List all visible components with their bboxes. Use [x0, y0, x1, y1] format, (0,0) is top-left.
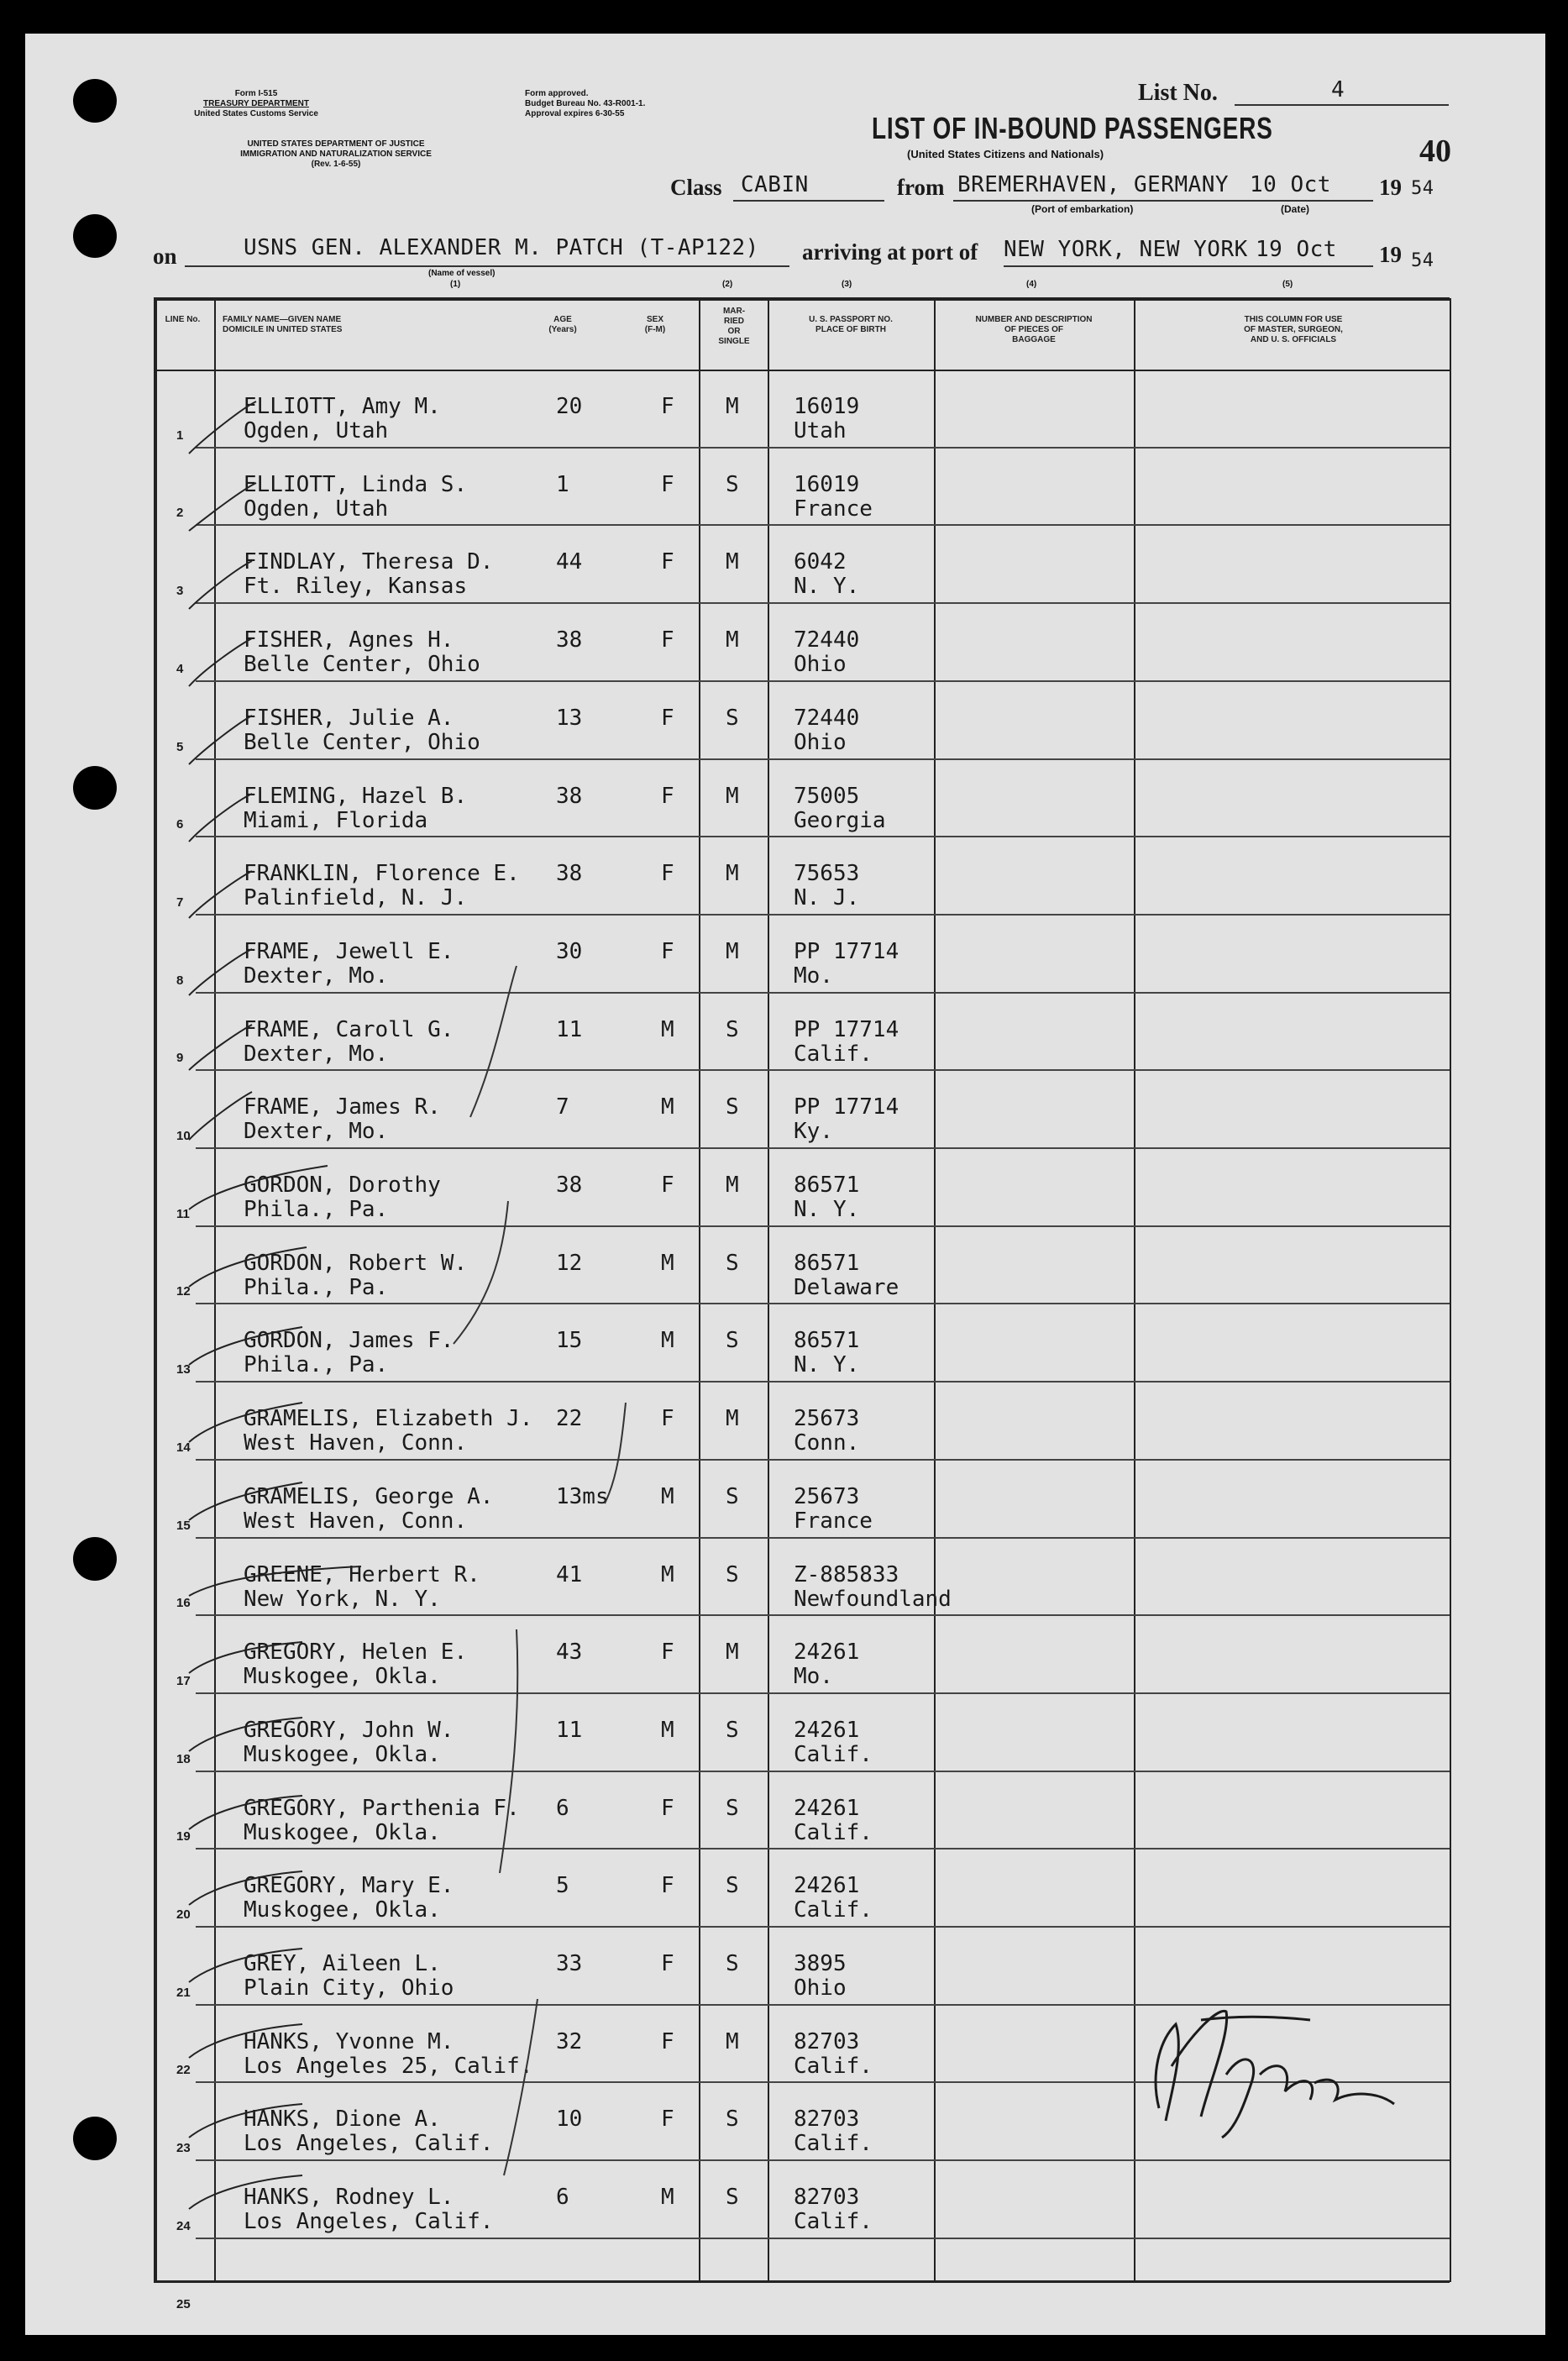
passenger-marital-status: S — [726, 1873, 739, 1899]
passport-number: PP 17714 — [794, 938, 899, 964]
arrival-year-prefix: 19 — [1379, 242, 1402, 267]
passenger-name: GRAMELIS, Elizabeth J. — [244, 1406, 533, 1432]
passenger-name: HANKS, Dione A. — [244, 2107, 441, 2133]
passenger-name: GREGORY, John W. — [244, 1717, 454, 1743]
passport-number: PP 17714 — [794, 1016, 899, 1042]
page-number: 40 — [1419, 134, 1451, 169]
passenger-age: 7 — [556, 1094, 569, 1120]
place-of-birth: Calif. — [794, 2209, 873, 2235]
passenger-domicile: Los Angeles, Calif. — [244, 2131, 494, 2157]
place-of-birth: Calif. — [794, 2053, 873, 2079]
passenger-marital-status: M — [726, 861, 739, 887]
passenger-marital-status: M — [726, 1640, 739, 1666]
place-of-birth: Calif. — [794, 1041, 873, 1067]
passenger-sex: F — [661, 471, 674, 497]
class-label: Class — [670, 175, 722, 200]
passenger-name: FINDLAY, Theresa D. — [244, 549, 494, 575]
line-number: 13 — [176, 1362, 191, 1377]
line-number: 15 — [176, 1518, 191, 1533]
place-of-birth: Mo. — [794, 1664, 833, 1690]
passenger-domicile: Muskogee, Okla. — [244, 1741, 441, 1767]
passenger-domicile: Belle Center, Ohio — [244, 652, 480, 678]
passenger-domicile: Dexter, Mo. — [244, 1119, 389, 1145]
line-number: 22 — [176, 2063, 191, 2078]
passport-number: 86571 — [794, 1173, 860, 1198]
place-of-birth: Delaware — [794, 1274, 899, 1300]
passenger-sex: M — [661, 1094, 674, 1120]
passenger-age: 6 — [556, 2185, 569, 2211]
passenger-age: 6 — [556, 1795, 569, 1821]
header-married: MAR- RIED OR SINGLE — [718, 307, 750, 346]
line-number: 9 — [176, 1051, 184, 1066]
passenger-sex: F — [661, 2107, 674, 2133]
header-name: FAMILY NAME—GIVEN NAME DOMICILE IN UNITED STATES — [223, 315, 343, 334]
place-of-birth: Georgia — [794, 807, 886, 833]
passenger-domicile: Plain City, Ohio — [244, 1975, 454, 2001]
passenger-domicile: Belle Center, Ohio — [244, 729, 480, 755]
line-number: 8 — [176, 973, 184, 988]
line-number: 23 — [176, 2141, 191, 2156]
passenger-sex: F — [661, 1873, 674, 1899]
line-number: 2 — [176, 506, 184, 521]
line-number: 1 — [176, 428, 184, 443]
passenger-age: 11 — [556, 1016, 583, 1042]
passenger-marital-status: S — [726, 1016, 739, 1042]
passenger-domicile: West Haven, Conn. — [244, 1430, 468, 1456]
passenger-name: FLEMING, Hazel B. — [244, 783, 468, 809]
place-of-birth: N. Y. — [794, 1197, 860, 1222]
line-number: 16 — [176, 1596, 191, 1611]
passenger-age: 1 — [556, 471, 569, 497]
passenger-age: 22 — [556, 1406, 583, 1432]
passenger-name: GRAMELIS, George A. — [244, 1483, 494, 1509]
passport-number: 86571 — [794, 1328, 860, 1354]
passenger-name: HANKS, Yvonne M. — [244, 2028, 454, 2054]
place-of-birth: Mo. — [794, 963, 833, 989]
passenger-name: FRAME, Jewell E. — [244, 938, 454, 964]
passport-number: 82703 — [794, 2185, 860, 2211]
passenger-name: HANKS, Rodney L. — [244, 2185, 454, 2211]
passenger-marital-status: S — [726, 2185, 739, 2211]
passenger-age: 10 — [556, 2107, 583, 2133]
passenger-domicile: Dexter, Mo. — [244, 963, 389, 989]
passenger-domicile: New York, N. Y. — [244, 1586, 441, 1612]
passenger-age: 15 — [556, 1328, 583, 1354]
passport-number: 24261 — [794, 1640, 860, 1666]
passenger-age: 33 — [556, 1951, 583, 1976]
line-number: 18 — [176, 1751, 191, 1766]
on-label: on — [153, 244, 177, 269]
passenger-sex: F — [661, 938, 674, 964]
passenger-marital-status: S — [726, 1483, 739, 1509]
passenger-domicile: Muskogee, Okla. — [244, 1664, 441, 1690]
place-of-birth: N. Y. — [794, 1352, 860, 1378]
passenger-name: FRAME, James R. — [244, 1094, 441, 1120]
line-number: 5 — [176, 739, 184, 754]
passenger-domicile: Los Angeles 25, Calif. — [244, 2053, 533, 2079]
passport-number: 25673 — [794, 1483, 860, 1509]
header-sex: SEX (F-M) — [644, 315, 666, 334]
from-year: 54 — [1411, 178, 1434, 199]
passenger-marital-status: S — [726, 1561, 739, 1587]
passenger-age: 12 — [556, 1250, 583, 1276]
passenger-marital-status: S — [726, 705, 739, 731]
place-of-birth: N. Y. — [794, 574, 860, 600]
passport-number: 82703 — [794, 2028, 860, 2054]
line-number: 25 — [176, 2296, 191, 2311]
passenger-sex: M — [661, 1250, 674, 1276]
line-number: 3 — [176, 584, 184, 599]
passenger-domicile: Palinfield, N. J. — [244, 885, 468, 911]
passenger-marital-status: S — [726, 1795, 739, 1821]
passenger-age: 44 — [556, 549, 583, 575]
passenger-name: FISHER, Agnes H. — [244, 627, 454, 653]
passenger-marital-status: M — [726, 1406, 739, 1432]
passenger-sex: F — [661, 394, 674, 419]
list-no-value: 4 — [1331, 77, 1345, 102]
place-of-birth: Conn. — [794, 1430, 860, 1456]
passenger-marital-status: S — [726, 1250, 739, 1276]
passport-number: 3895 — [794, 1951, 847, 1976]
place-of-birth: Utah — [794, 418, 847, 443]
column-caption-1: (1) — [450, 280, 461, 289]
passport-number: 16019 — [794, 394, 860, 419]
passenger-sex: F — [661, 549, 674, 575]
place-of-birth: France — [794, 1508, 873, 1534]
embarkation-port: BREMERHAVEN, GERMANY — [957, 172, 1230, 197]
passenger-name: GREENE, Herbert R. — [244, 1561, 480, 1587]
passenger-age: 38 — [556, 783, 583, 809]
document-title: LIST OF IN-BOUND PASSENGERS — [872, 111, 1273, 145]
passenger-age: 13 — [556, 705, 583, 731]
document-subtitle: (United States Citizens and Nationals) — [907, 148, 1104, 160]
header-line-no: LINE No. — [165, 315, 201, 324]
header-age: AGE (Years) — [548, 315, 577, 334]
list-no-label: List No. — [1138, 80, 1218, 106]
passenger-domicile: Ft. Riley, Kansas — [244, 574, 468, 600]
tick-marks — [189, 401, 361, 2209]
passport-number: 6042 — [794, 549, 847, 575]
passenger-age: 11 — [556, 1717, 583, 1743]
line-number: 10 — [176, 1129, 191, 1143]
passenger-age: 30 — [556, 938, 583, 964]
place-of-birth: Newfoundland — [794, 1586, 952, 1612]
passport-number: 24261 — [794, 1795, 860, 1821]
line-number: 12 — [176, 1284, 191, 1299]
embarkation-date: 10 Oct — [1250, 172, 1331, 197]
passenger-domicile: West Haven, Conn. — [244, 1508, 468, 1534]
arrival-date: 19 Oct — [1256, 237, 1337, 262]
passenger-marital-status: S — [726, 1328, 739, 1354]
passenger-sex: F — [661, 1406, 674, 1432]
passenger-sex: F — [661, 1640, 674, 1666]
passenger-age: 32 — [556, 2028, 583, 2054]
line-number: 17 — [176, 1673, 191, 1688]
passenger-name: GORDON, Dorothy — [244, 1173, 441, 1198]
line-number: 4 — [176, 661, 184, 676]
passenger-age: 41 — [556, 1561, 583, 1587]
passenger-name: ELLIOTT, Linda S. — [244, 471, 468, 497]
passenger-name: GREY, Aileen L. — [244, 1951, 441, 1976]
passenger-age: 38 — [556, 1173, 583, 1198]
class-value: CABIN — [741, 172, 809, 197]
passenger-age: 13ms — [556, 1483, 609, 1509]
passenger-sex: M — [661, 1328, 674, 1354]
passport-number: 75653 — [794, 861, 860, 887]
passenger-age: 20 — [556, 394, 583, 419]
passenger-sex: M — [661, 1483, 674, 1509]
passenger-domicile: Dexter, Mo. — [244, 1041, 389, 1067]
passenger-domicile: Ogden, Utah — [244, 418, 389, 443]
passenger-name: FISHER, Julie A. — [244, 705, 454, 731]
passenger-domicile: Phila., Pa. — [244, 1352, 389, 1378]
place-of-birth: France — [794, 496, 873, 522]
passenger-age: 38 — [556, 861, 583, 887]
vessel-caption: (Name of vessel) — [428, 269, 496, 278]
doj-block: UNITED STATES DEPARTMENT OF JUSTICE IMMIGRATION AND NATURALIZATION SERVICE (Rev. 1-6-55) — [240, 139, 432, 169]
place-of-birth: Calif. — [794, 1897, 873, 1923]
passport-number: PP 17714 — [794, 1094, 899, 1120]
header-officials: THIS COLUMN FOR USE OF MASTER, SURGEON, AND U. S. OFFICIALS — [1244, 315, 1343, 344]
line-number: 11 — [176, 1206, 190, 1221]
passenger-name: GREGORY, Helen E. — [244, 1640, 468, 1666]
passport-number: 75005 — [794, 783, 860, 809]
column-caption-5: (5) — [1282, 280, 1293, 289]
header-baggage: NUMBER AND DESCRIPTION OF PIECES OF BAGGAGE — [975, 315, 1093, 344]
passenger-sex: M — [661, 1717, 674, 1743]
passport-number: 72440 — [794, 705, 860, 731]
passenger-sex: F — [661, 1795, 674, 1821]
passenger-marital-status: S — [726, 471, 739, 497]
passenger-name: GREGORY, Parthenia F. — [244, 1795, 520, 1821]
passenger-sex: F — [661, 627, 674, 653]
place-of-birth: Calif. — [794, 1819, 873, 1845]
passenger-age: 38 — [556, 627, 583, 653]
vessel-name: USNS GEN. ALEXANDER M. PATCH (T-AP122) — [244, 235, 759, 260]
passenger-sex: F — [661, 2028, 674, 2054]
line-number: 6 — [176, 817, 184, 832]
passenger-sex: M — [661, 1016, 674, 1042]
passenger-name: GORDON, James F. — [244, 1328, 454, 1354]
arrival-port: NEW YORK, NEW YORK — [1004, 237, 1248, 262]
from-label: from — [897, 175, 945, 200]
passenger-domicile: Muskogee, Okla. — [244, 1897, 441, 1923]
approval-block: Form approved. Budget Bureau No. 43-R001-1. Approval expires 6-30-55 — [525, 89, 646, 118]
place-of-birth: Ky. — [794, 1119, 833, 1145]
column-caption-2: (2) — [722, 280, 733, 289]
passport-number: 16019 — [794, 471, 860, 497]
line-number: 19 — [176, 1829, 191, 1844]
passport-number: 25673 — [794, 1406, 860, 1432]
passenger-sex: F — [661, 1951, 674, 1976]
passenger-domicile: Phila., Pa. — [244, 1274, 389, 1300]
place-of-birth: Calif. — [794, 2131, 873, 2157]
passenger-name: FRAME, Caroll G. — [244, 1016, 454, 1042]
passport-number: 72440 — [794, 627, 860, 653]
passenger-age: 5 — [556, 1873, 569, 1899]
passenger-marital-status: M — [726, 1173, 739, 1198]
place-of-birth: Ohio — [794, 1975, 847, 2001]
line-number: 24 — [176, 2218, 191, 2233]
line-number: 20 — [176, 1907, 191, 1922]
line-number: 21 — [176, 1985, 191, 2000]
passenger-marital-status: S — [726, 1094, 739, 1120]
passenger-domicile: Muskogee, Okla. — [244, 1819, 441, 1845]
passenger-marital-status: M — [726, 2028, 739, 2054]
passenger-name: ELLIOTT, Amy M. — [244, 394, 441, 419]
signature — [1156, 2011, 1394, 2138]
passport-number: Z-885833 — [794, 1561, 899, 1587]
passenger-sex: F — [661, 861, 674, 887]
arriving-label: arriving at port of — [802, 239, 978, 265]
date-caption: (Date) — [1281, 203, 1310, 215]
passenger-marital-status: M — [726, 394, 739, 419]
form-number-block: Form I-515 TREASURY DEPARTMENT United States Customs Service — [194, 89, 318, 118]
passport-number: 86571 — [794, 1250, 860, 1276]
passenger-marital-status: M — [726, 783, 739, 809]
place-of-birth: N. J. — [794, 885, 860, 911]
passport-number: 24261 — [794, 1873, 860, 1899]
line-number: 14 — [176, 1440, 191, 1455]
passenger-domicile: Miami, Florida — [244, 807, 428, 833]
passenger-marital-status: M — [726, 938, 739, 964]
passenger-domicile: Los Angeles, Calif. — [244, 2209, 494, 2235]
arrival-year: 54 — [1411, 250, 1434, 271]
place-of-birth: Calif. — [794, 1741, 873, 1767]
passport-number: 82703 — [794, 2107, 860, 2133]
passport-number: 24261 — [794, 1717, 860, 1743]
passenger-sex: F — [661, 783, 674, 809]
place-of-birth: Ohio — [794, 652, 847, 678]
passenger-name: GORDON, Robert W. — [244, 1250, 468, 1276]
passenger-sex: M — [661, 2185, 674, 2211]
passenger-marital-status: S — [726, 1717, 739, 1743]
passenger-sex: F — [661, 1173, 674, 1198]
column-caption-4: (4) — [1026, 280, 1037, 289]
passenger-domicile: Phila., Pa. — [244, 1197, 389, 1222]
family-brackets — [454, 966, 626, 2175]
from-year-prefix: 19 — [1379, 175, 1402, 200]
passenger-name: GREGORY, Mary E. — [244, 1873, 454, 1899]
passenger-domicile: Ogden, Utah — [244, 496, 389, 522]
passenger-marital-status: M — [726, 627, 739, 653]
passenger-sex: F — [661, 705, 674, 731]
passenger-sex: M — [661, 1561, 674, 1587]
line-number: 7 — [176, 895, 184, 910]
passenger-marital-status: S — [726, 1951, 739, 1976]
embarkation-caption: (Port of embarkation) — [1031, 203, 1134, 215]
place-of-birth: Ohio — [794, 729, 847, 755]
passenger-marital-status: M — [726, 549, 739, 575]
passenger-age: 43 — [556, 1640, 583, 1666]
column-caption-3: (3) — [842, 280, 852, 289]
passenger-marital-status: S — [726, 2107, 739, 2133]
passenger-name: FRANKLIN, Florence E. — [244, 861, 520, 887]
header-passport: U. S. PASSPORT NO. PLACE OF BIRTH — [809, 315, 893, 334]
